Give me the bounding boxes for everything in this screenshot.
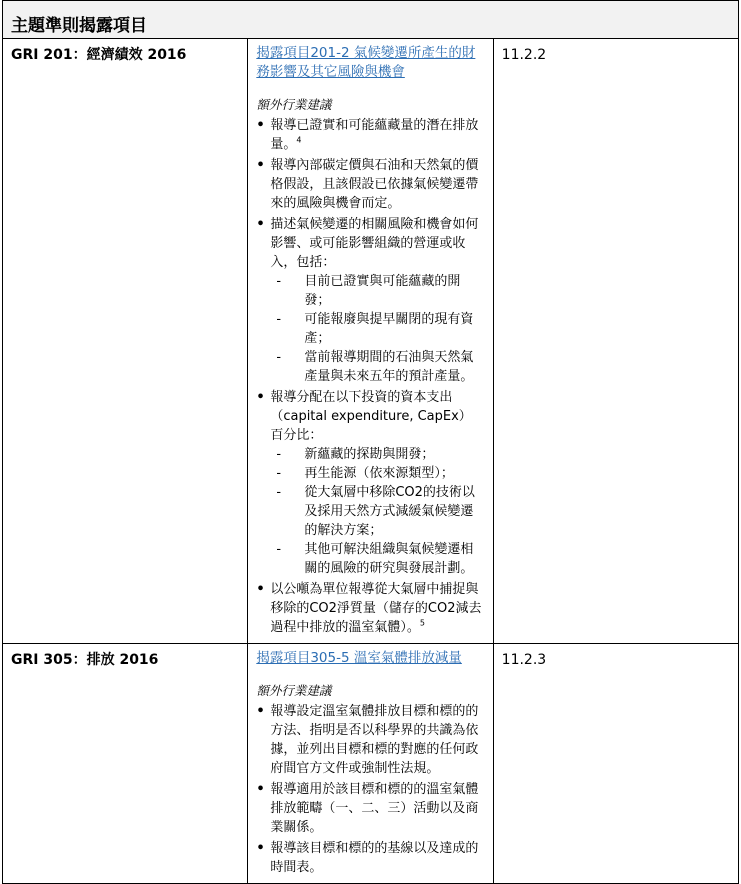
sub-list (270, 445, 484, 578)
sub-list (270, 272, 484, 386)
standard-cell: GRI 201：經濟績效 2016 (3, 39, 248, 644)
recommendation-heading: 額外行業建議 (256, 97, 332, 112)
disclosure-title[interactable]: 揭露項目201-2 氣候變遷所產生的財務影響及其它風險與機會 (256, 45, 476, 80)
disclosure-cell (248, 644, 493, 884)
disclosure-title[interactable]: 揭露項目305-5 溫室氣體排放減量 (256, 650, 462, 666)
disclosure-cell (248, 39, 493, 644)
sub-list-item: - 新蘊藏的探勘與開發； (270, 445, 484, 464)
table-header-row (3, 1, 739, 39)
standard-cell: GRI 305：排放 2016 (3, 644, 248, 884)
list-item: • 報導該目標和標的的基線以及達成的時間表。 (256, 839, 484, 877)
list-item: • 報導適用於該目標和標的的溫室氣體排放範疇（一、二、三）活動以及商業關係。 (256, 780, 484, 837)
list-item: • 報導設定溫室氣體排放目標和標的的方法、指明是否以科學界的共識為依據，並列出目標和標的對應的任何政府間官方文件或強制性法規。 (256, 702, 484, 778)
list-item: • 報導已證實和可能蘊藏量的潛在排放量。$^4$ (256, 116, 484, 154)
sub-list-item: - 目前已證實與可能蘊藏的開發； (270, 272, 484, 310)
recommendation-heading: 額外行業建議 (256, 683, 332, 698)
sub-list-item: - 可能報廢與提早關閉的現有資產； (270, 310, 484, 348)
sub-list-item: - 再生能源（依來源類型）； (270, 464, 484, 483)
sub-list-item: - 從大氣層中移除CO2的技術以及採用天然方式減緩氣候變遷的解決方案； (270, 483, 484, 540)
list-item: • 報導分配在以下投資的資本支出（capital expenditure, CapEx）百分比： - 新蘊藏的探勘與開發； - 再生能源（依來源類型）； - 從大氣層中移除CO2的技術以及採用天然方式減緩氣候變遷的解決方案； - 其他可解決組織與氣候變遷相關的風險的研究與發展計劃。 (256, 388, 484, 578)
disclosure-table (2, 0, 739, 884)
list-item: • 以公噸為單位報導從大氣層中捕捉與移除的CO2淨質量（儲存的CO2減去過程中排放的溫室氣體）。$^5$ (256, 580, 484, 637)
reference-cell: 11.2.2 (493, 39, 738, 644)
reference-cell: 11.2.3 (493, 644, 738, 884)
sub-list-item: - 當前報導期間的石油與天然氣產量與未來五年的預計產量。 (270, 348, 484, 386)
sub-list-item: - 其他可解決組織與氣候變遷相關的風險的研究與發展計劃。 (270, 540, 484, 578)
bullet-list (256, 116, 484, 637)
list-item: • 描述氣候變遷的相關風險和機會如何影響、或可能影響組織的營運或收入，包括： - 目前已證實與可能蘊藏的開發； - 可能報廢與提早關閉的現有資產； - 當前報導期間的石油與天然氣產量與未來五年的預計產量。 (256, 215, 484, 386)
table-title: 主題準則揭露項目 (3, 1, 739, 39)
table-row (3, 39, 739, 644)
table-row (3, 644, 739, 884)
bullet-list (256, 702, 484, 877)
list-item: • 報導內部碳定價與石油和天然氣的價格假設，且該假設已依據氣候變遷帶來的風險與機會而定。 (256, 156, 484, 213)
